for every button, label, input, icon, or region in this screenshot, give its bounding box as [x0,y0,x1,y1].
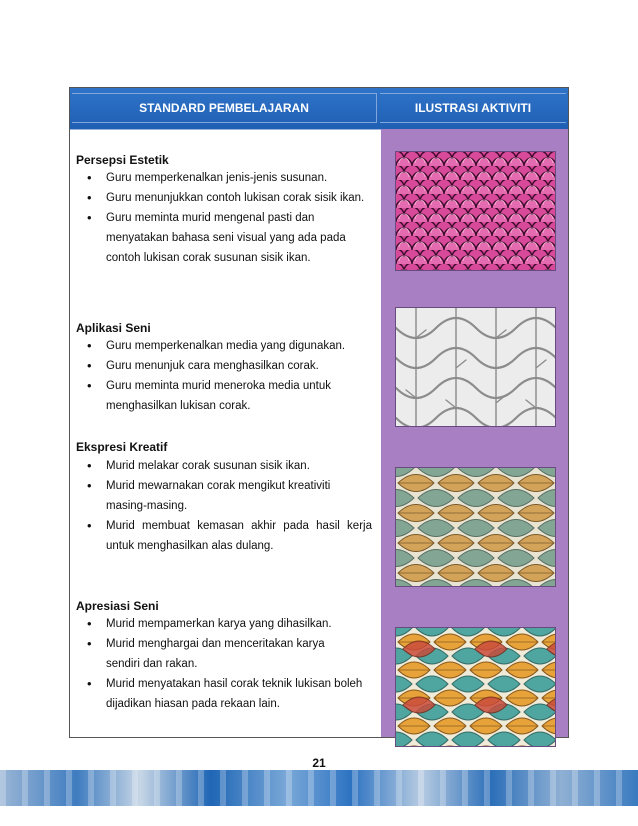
section-list-persepsi-estetik [76,168,372,268]
section-title-apresiasi-seni: Apresiasi Seni [76,599,159,613]
lesson-table [69,87,569,738]
decorative-footer-band [0,770,638,806]
bright-leaf-pattern-image [395,627,556,747]
section-title-persepsi-estetik: Persepsi Estetik [76,153,169,167]
list-item: • Guru memperkenalkan media yang digunakan. [76,336,372,356]
list-item: • Guru meminta murid meneroka media untuk menghasilkan lukisan corak. [76,376,336,416]
list-item: • Murid mewarnakan corak mengikut kreativiti masing-masing. [76,476,338,516]
list-item: • Murid membuat kemasan akhir pada hasil kerja untuk menghasilkan alas dulang. [76,516,372,556]
list-item: • Murid melakar corak susunan sisik ikan. [76,456,372,476]
illustration-column [381,129,568,737]
colored-leaf-pattern-image [395,467,556,587]
table-header [70,88,568,130]
list-item: • Guru memperkenalkan jenis-jenis susunan. [76,168,372,188]
list-item: • Murid menyatakan hasil corak teknik lukisan boleh dijadikan hiasan pada rekaan lain. [76,674,366,714]
page-number: 21 [312,756,326,770]
section-list-ekspresi-kreatif [76,456,372,556]
list-item: • Murid menghargai dan menceritakan karya sendiri dan rakan. [76,634,356,674]
section-list-aplikasi-seni [76,336,372,416]
header-standard-pembelajaran: STANDARD PEMBELAJARAN [72,93,377,123]
section-list-apresiasi-seni [76,614,372,714]
list-item: • Guru meminta murid mengenal pasti dan menyatakan bahasa seni visual yang ada pada contoh lukisan corak susunan sisik ikan. [76,208,346,268]
pink-fish-scale-pattern-image [395,151,556,271]
list-item: • Guru menunjukkan contoh lukisan corak sisik ikan. [76,188,372,208]
section-title-aplikasi-seni: Aplikasi Seni [76,321,151,335]
list-item: • Guru menunjuk cara menghasilkan corak. [76,356,372,376]
list-item: • Murid mempamerkan karya yang dihasilkan. [76,614,372,634]
header-ilustrasi-aktiviti: ILUSTRASI AKTIVITI [380,93,566,123]
section-title-ekspresi-kreatif: Ekspresi Kreatif [76,440,168,454]
white-branch-pattern-image [395,307,556,427]
